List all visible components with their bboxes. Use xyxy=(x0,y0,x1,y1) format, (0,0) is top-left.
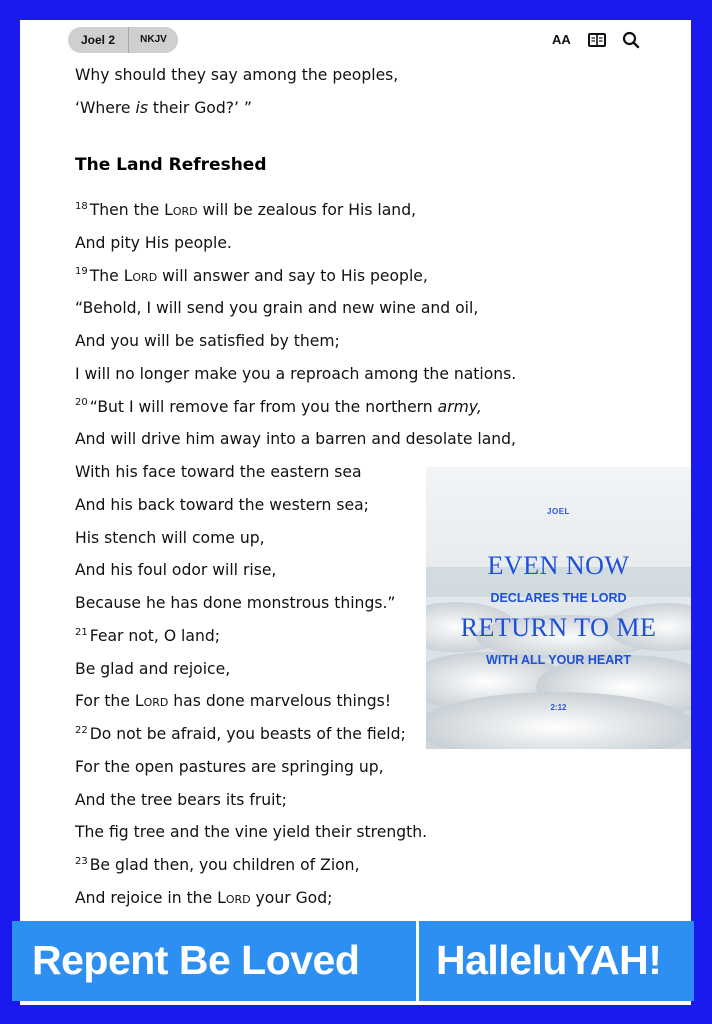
line-text: And you will be satisfied by them; xyxy=(75,332,340,350)
art-line-3: RETURN TO ME xyxy=(460,613,657,642)
art-line-2: DECLARES THE LORD xyxy=(490,591,627,605)
verse-line xyxy=(75,790,287,810)
verse-line xyxy=(75,429,516,449)
line-text: ‘Where is their God?’ ” xyxy=(75,99,252,117)
line-text: And will drive him away into a barren and desolate land, xyxy=(75,430,517,449)
verse-line xyxy=(75,593,396,613)
verse-line xyxy=(75,724,406,744)
verse-line xyxy=(75,659,230,679)
art-line-1: EVEN NOW xyxy=(487,551,630,580)
art-reference: 2:12 xyxy=(550,703,567,712)
line-text: “But I will remove far from you the northern xyxy=(89,397,438,416)
line-text: And his foul odor will rise, xyxy=(75,561,277,580)
line-text: will be zealous for His land, xyxy=(197,201,417,219)
section-heading: The Land Refreshed xyxy=(75,155,267,175)
verse-line xyxy=(75,888,332,908)
verse-line xyxy=(75,233,232,253)
line-text: The fig tree and the vine yield their strength. xyxy=(75,823,428,842)
banner-left-text: Repent Be Loved xyxy=(32,937,360,983)
passage-line: Why should they say among the peoples, xyxy=(75,66,399,84)
verse-line xyxy=(75,331,340,351)
line-text: His stench will come up, xyxy=(75,528,265,547)
line-text: Do not be afraid, you beasts of the field; xyxy=(89,725,406,743)
line-text: Because he has done monstrous things.” xyxy=(75,594,396,612)
verse-number: 19 xyxy=(75,266,88,278)
book-chapter-button[interactable]: Joel 2 xyxy=(68,27,129,53)
reader-top-bar xyxy=(20,20,691,60)
verse-line xyxy=(75,364,516,384)
verse-number: 18 xyxy=(75,200,88,212)
verse-line xyxy=(75,560,276,580)
line-text: has done marvelous things! xyxy=(168,692,391,711)
verse-line xyxy=(75,691,391,711)
line-text: And pity His people. xyxy=(75,233,232,252)
line-text: “Behold, I will send you grain and new wine and oil, xyxy=(75,299,479,318)
banner-right-text: HalleluYAH! xyxy=(436,937,662,983)
verse-line xyxy=(75,822,427,842)
verse-number: 20 xyxy=(75,397,88,409)
verse-line xyxy=(75,397,482,417)
caption-banner xyxy=(12,921,694,1001)
art-line-4: WITH ALL YOUR HEART xyxy=(486,653,631,667)
line-text: And rejoice in the xyxy=(75,888,218,907)
verse-line xyxy=(75,298,478,318)
version-button[interactable]: NKJV xyxy=(140,34,167,45)
banner-divider xyxy=(416,921,419,1001)
verse-number: 21 xyxy=(75,626,88,638)
bible-reader-page xyxy=(20,20,691,1005)
lord-small-caps: Lord xyxy=(217,888,251,907)
verse-line xyxy=(75,855,360,875)
line-text: And his back toward the western sea; xyxy=(75,495,369,514)
verse-number: 23 xyxy=(75,855,88,867)
lord-small-caps: Lord xyxy=(164,201,198,219)
line-text: The xyxy=(89,266,124,285)
passage-line xyxy=(75,98,252,118)
verse-line xyxy=(75,462,362,482)
verse-line xyxy=(75,495,369,515)
line-text: And the tree bears its fruit; xyxy=(75,790,287,809)
lord-small-caps: Lord xyxy=(123,266,158,285)
verse-line xyxy=(75,266,428,286)
verse-number: 22 xyxy=(75,724,88,736)
line-text: With his face toward the eastern sea xyxy=(75,463,362,481)
verse-line xyxy=(75,200,416,220)
line-text: Fear not, O land; xyxy=(89,626,220,645)
line-text: Be glad then, you children of Zion, xyxy=(89,856,360,874)
line-text: will answer and say to His people, xyxy=(157,266,428,285)
line-text: I will no longer make you a reproach among the nations. xyxy=(75,364,517,383)
line-text: Be glad and rejoice, xyxy=(75,659,231,678)
line-text: Then the xyxy=(89,201,165,219)
art-book-label: JOEL xyxy=(547,507,570,516)
verse-art-image[interactable] xyxy=(426,467,691,749)
lord-small-caps: Lord xyxy=(134,692,169,711)
book-icon[interactable] xyxy=(588,30,606,50)
line-text: For the xyxy=(75,692,135,711)
line-text: For the open pastures are springing up, xyxy=(75,757,384,776)
verse-line xyxy=(75,757,384,777)
passage-selector[interactable] xyxy=(68,27,178,53)
verse-line xyxy=(75,528,265,548)
line-text: your God; xyxy=(250,888,333,907)
verse-line xyxy=(75,626,220,646)
search-icon[interactable] xyxy=(622,30,640,50)
text-size-button[interactable]: AA xyxy=(552,32,571,47)
line-text: army, xyxy=(437,397,482,416)
